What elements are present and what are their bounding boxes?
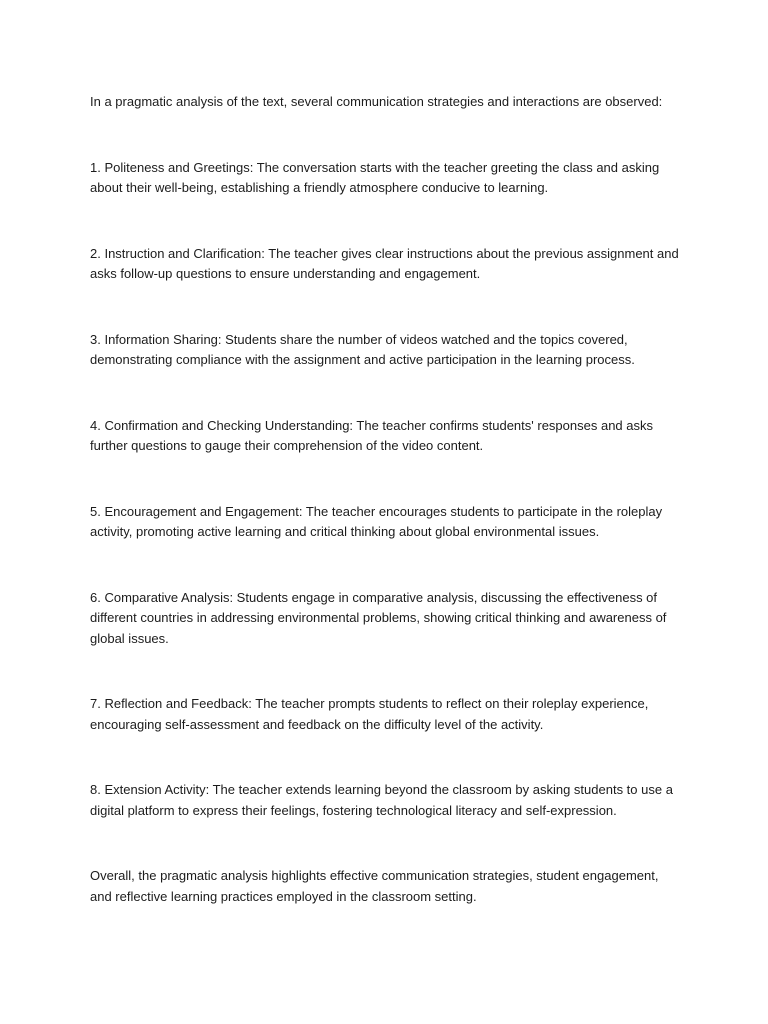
list-item-reflection: 7. Reflection and Feedback: The teacher prompts students to reflect on their roleplay experience, encouraging self-assessment and feedback on the difficulty level of the activity. bbox=[90, 696, 649, 732]
document-body bbox=[90, 92, 682, 907]
list-item-confirmation: 4. Confirmation and Checking Understanding: The teacher confirms students' responses and asks further questions to gauge their comprehension of the video content. bbox=[90, 417, 653, 453]
list-item-encouragement: 5. Encouragement and Engagement: The teacher encourages students to participate in the roleplay activity, promoting active learning and critical thinking about global environmental issues. bbox=[90, 503, 663, 539]
list-item-instruction: 2. Instruction and Clarification: The teacher gives clear instructions about the previous assignment and asks follow-up questions to ensure understanding and engagement. bbox=[90, 245, 679, 281]
list-item-politeness: 1. Politeness and Greetings: The conversation starts with the teacher greeting the class and asking about their well-being, establishing a friendly atmosphere conducive to learning. bbox=[90, 159, 660, 195]
list-item-extension: 8. Extension Activity: The teacher extends learning beyond the classroom by asking students to use a digital platform to express their feelings, fostering technological literacy and self-expression. bbox=[90, 782, 673, 818]
intro-paragraph: In a pragmatic analysis of the text, several communication strategies and interactions are observed: bbox=[90, 94, 663, 109]
conclusion-paragraph: Overall, the pragmatic analysis highlights effective communication strategies, student engagement, and reflective learning practices employed in the classroom setting. bbox=[90, 868, 659, 904]
list-item-information-sharing: 3. Information Sharing: Students share the number of videos watched and the topics covered, demonstrating compliance with the assignment and active participation in the learning process. bbox=[90, 331, 635, 367]
list-item-comparative-analysis: 6. Comparative Analysis: Students engage in comparative analysis, discussing the effectiveness of different countries in addressing environmental problems, showing critical thinking and awareness of global issues. bbox=[90, 589, 667, 646]
